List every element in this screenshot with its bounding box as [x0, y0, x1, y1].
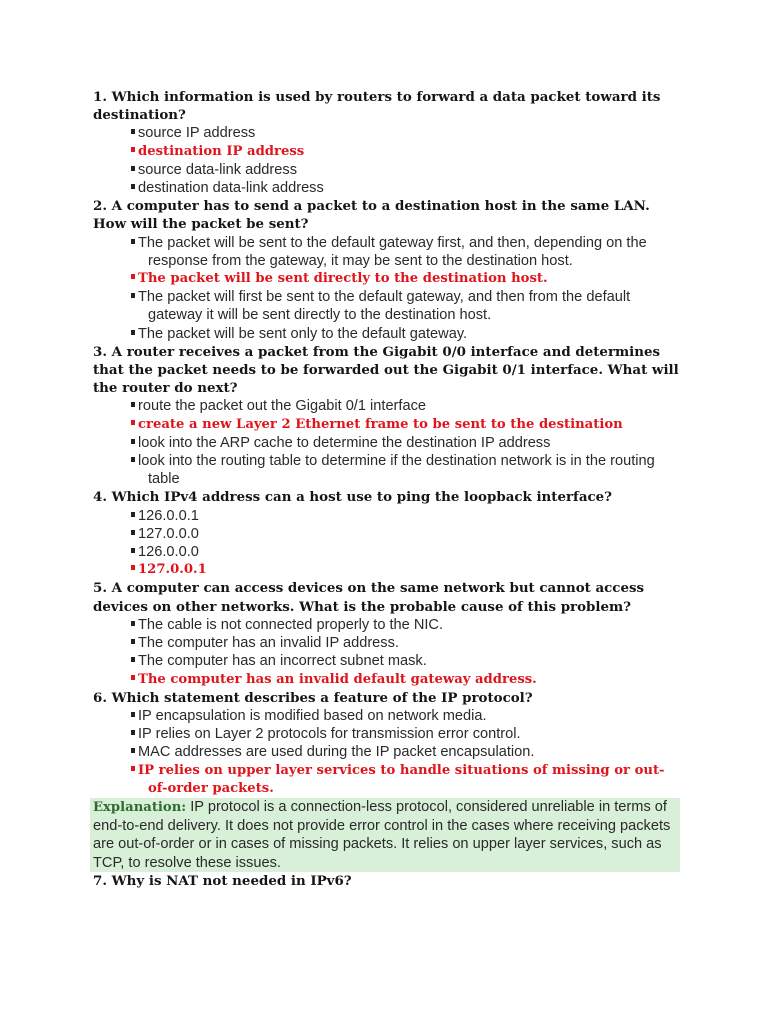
square-bullet-icon: [131, 439, 135, 444]
option-text: destination IP address: [138, 143, 305, 159]
question-text-5: 5. A computer can access devices on the same network but cannot access devices on other networks. What is the probable cause of this problem?: [93, 580, 645, 615]
option: [93, 634, 680, 652]
option-text: The computer has an invalid default gateway address.: [138, 671, 537, 687]
option-text: The packet will be sent directly to the destination host.: [138, 271, 548, 287]
question-text-1: 1. Which information is used by routers to forward a data packet toward its destination?: [93, 89, 661, 124]
option: [93, 616, 680, 634]
option: [93, 288, 680, 324]
option-text: 127.0.0.0: [138, 525, 199, 542]
square-bullet-icon: [131, 402, 135, 407]
square-bullet-icon: [131, 147, 135, 152]
square-bullet-icon: [131, 621, 135, 626]
question-block-7: [93, 872, 680, 890]
question-block-5: [93, 579, 680, 688]
correct-option: [93, 671, 680, 689]
option: [93, 507, 680, 525]
option-text: The computer has an invalid IP address.: [138, 635, 399, 652]
option-text: The computer has an incorrect subnet mask.: [138, 653, 427, 670]
square-bullet-icon: [131, 530, 135, 535]
option-text: destination data-link address: [138, 180, 324, 197]
option: [93, 234, 680, 270]
option-text: IP relies on Layer 2 protocols for transmission error control.: [138, 726, 521, 743]
correct-option: [93, 561, 680, 579]
square-bullet-icon: [131, 330, 135, 335]
question-block-2: [93, 197, 680, 343]
question-block-3: [93, 343, 680, 489]
option-list-4: [93, 507, 680, 580]
question-text-7: 7. Why is NAT not needed in IPv6?: [93, 872, 352, 889]
question-text-2: 2. A computer has to send a packet to a destination host in the same LAN. How will the packet be sent?: [93, 198, 650, 233]
option-text: The cable is not connected properly to the NIC.: [138, 616, 444, 633]
question-text-6: 6. Which statement describes a feature of the IP protocol?: [93, 689, 533, 706]
square-bullet-icon: [131, 548, 135, 553]
square-bullet-icon: [131, 184, 135, 189]
option-text: look into the ARP cache to determine the destination IP address: [138, 434, 551, 451]
question-text-3: 3. A router receives a packet from the Gigabit 0/0 interface and determines that the packet needs to be forwarded out the Gigabit 0/1 interface. What will the router do next?: [93, 343, 679, 397]
option: [93, 434, 680, 452]
explanation-label: Explanation:: [93, 799, 187, 815]
option: [93, 452, 680, 488]
option-text: 127.0.0.1: [138, 562, 207, 578]
option-text: The packet will first be sent to the default gateway, and then from the default gateway it will be sent directly to the destination host.: [138, 289, 631, 324]
correct-option: [93, 762, 680, 798]
square-bullet-icon: [131, 639, 135, 644]
square-bullet-icon: [131, 748, 135, 753]
explanation-box: [90, 798, 680, 872]
option-text: 126.0.0.1: [138, 507, 199, 524]
square-bullet-icon: [131, 293, 135, 298]
option: [93, 525, 680, 543]
option-list-2: [93, 234, 680, 343]
option: [93, 543, 680, 561]
option-text: route the packet out the Gigabit 0/1 interface: [138, 398, 427, 415]
square-bullet-icon: [131, 166, 135, 171]
question-text-4: 4. Which IPv4 address can a host use to ping the loopback interface?: [93, 489, 613, 506]
question-block-6: [93, 689, 680, 872]
option: [93, 325, 680, 343]
option-list-5: [93, 616, 680, 689]
option-text: look into the routing table to determine if the destination network is in the routing table: [138, 453, 655, 488]
option: [93, 743, 680, 761]
option-list-3: [93, 397, 680, 488]
option-text: The packet will be sent only to the default gateway.: [138, 325, 468, 342]
option-text: create a new Layer 2 Ethernet frame to be sent to the destination: [138, 416, 623, 432]
square-bullet-icon: [131, 712, 135, 717]
question-block-1: [93, 88, 680, 197]
option: [93, 725, 680, 743]
square-bullet-icon: [131, 274, 135, 279]
option-text: source IP address: [138, 125, 256, 142]
square-bullet-icon: [131, 766, 135, 771]
correct-option: [93, 143, 680, 161]
option-text: 126.0.0.0: [138, 544, 199, 561]
question-block-4: [93, 488, 680, 579]
square-bullet-icon: [131, 512, 135, 517]
square-bullet-icon: [131, 239, 135, 244]
correct-option: [93, 270, 680, 288]
option-text: The packet will be sent to the default gateway first, and then, depending on the response from the gateway, it may be sent to the destination host.: [138, 234, 647, 269]
option-text: IP relies on upper layer services to handle situations of missing or out-of-order packets.: [138, 762, 665, 796]
option: [93, 161, 680, 179]
option-text: MAC addresses are used during the IP packet encapsulation.: [138, 744, 535, 761]
square-bullet-icon: [131, 730, 135, 735]
option: [93, 707, 680, 725]
square-bullet-icon: [131, 657, 135, 662]
option: [93, 124, 680, 142]
explanation-text: IP protocol is a connection-less protocol, considered unreliable in terms of end-to-end delivery. It does not provide error control in the cases where receiving packets are out-of-order or in cases of missing packets. It relies on upper layer services, such as TCP, to resolve these issues.: [93, 798, 671, 871]
option-list-1: [93, 124, 680, 197]
option-text: IP encapsulation is modified based on network media.: [138, 707, 487, 724]
option-list-6: [93, 707, 680, 798]
option-text: source data-link address: [138, 161, 297, 178]
square-bullet-icon: [131, 457, 135, 462]
square-bullet-icon: [131, 129, 135, 134]
square-bullet-icon: [131, 675, 135, 680]
option: [93, 179, 680, 197]
square-bullet-icon: [131, 420, 135, 425]
option: [93, 652, 680, 670]
correct-option: [93, 416, 680, 434]
square-bullet-icon: [131, 565, 135, 570]
option: [93, 397, 680, 415]
